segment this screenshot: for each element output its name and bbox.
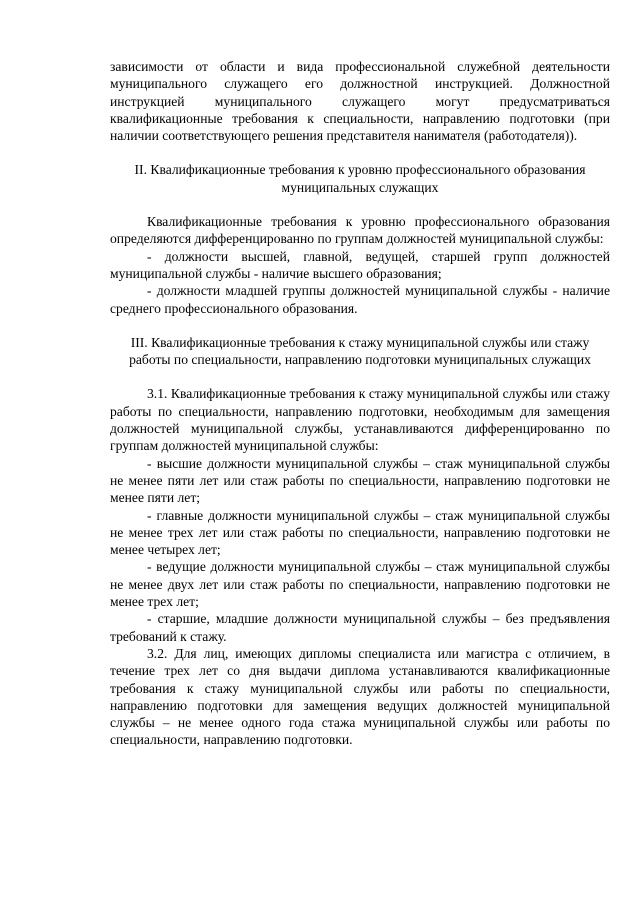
section-3-item: - главные должности муниципальной службы – стаж муниципальной службы не менее трех лет или стаж работы по специальности, направлению подготовки не менее четырех лет; xyxy=(110,507,610,558)
intro-paragraph: зависимости от области и вида профессиональной служебной деятельности муниципального служащего его должностной инструкцией. Должностной инструкцией муниципального служащего могут предусматриваться квалификационные требования к специальности, направлению подготовки (при наличии соответствующего решения представителя нанимателя (работодателя)). xyxy=(110,59,610,144)
section-2-item: - должности младшей группы должностей муниципальной службы - наличие среднего профессионального образования. xyxy=(110,283,610,316)
section-3-item: - высшие должности муниципальной службы – стаж муниципальной службы не менее пяти лет или стаж работы по специальности, направлению подготовки не менее пяти лет; xyxy=(110,455,610,506)
section-2-heading: II. Квалификационные требования к уровню профессионального образования муниципальных служащих xyxy=(134,162,586,195)
section-3-paragraph-2: 3.2. Для лиц, имеющих дипломы специалиста или магистра с отличием, в течение трех лет со дня выдачи диплома устанавливаются квалификационные требования к стажу муниципальной службы или работы по специальности, направлению подготовки для замещения ведущих должностей муниципальной службы – не менее одного года стажа муниципальной службы или работы по специальности, направлению подготовки. xyxy=(110,645,610,748)
section-2-lead: Квалификационные требования к уровню профессионального образования определяются дифференцированно по группам должностей муниципальной службы: xyxy=(110,214,610,247)
section-3-paragraph-1: 3.1. Квалификационные требования к стажу муниципальной службы или стажу работы по специальности, направлению подготовки, необходимым для замещения должностей муниципальной службы, устанавливаются дифференцированно по группам должностей муниципальной службы: xyxy=(110,386,610,454)
section-3-heading: III. Квалификационные требования к стажу муниципальной службы или стажу работы по специальности, направлению подготовки муниципальных служащих xyxy=(129,334,591,368)
section-3-item: - ведущие должности муниципальной службы – стаж муниципальной службы не менее двух лет или стаж работы по специальности, направлению подготовки не менее трех лет; xyxy=(110,559,610,610)
section-2-item: - должности высшей, главной, ведущей, старшей групп должностей муниципальной службы - наличие высшего образования; xyxy=(110,248,610,281)
section-3-item: - старшие, младшие должности муниципальной службы – без предъявления требований к стажу. xyxy=(110,611,610,644)
